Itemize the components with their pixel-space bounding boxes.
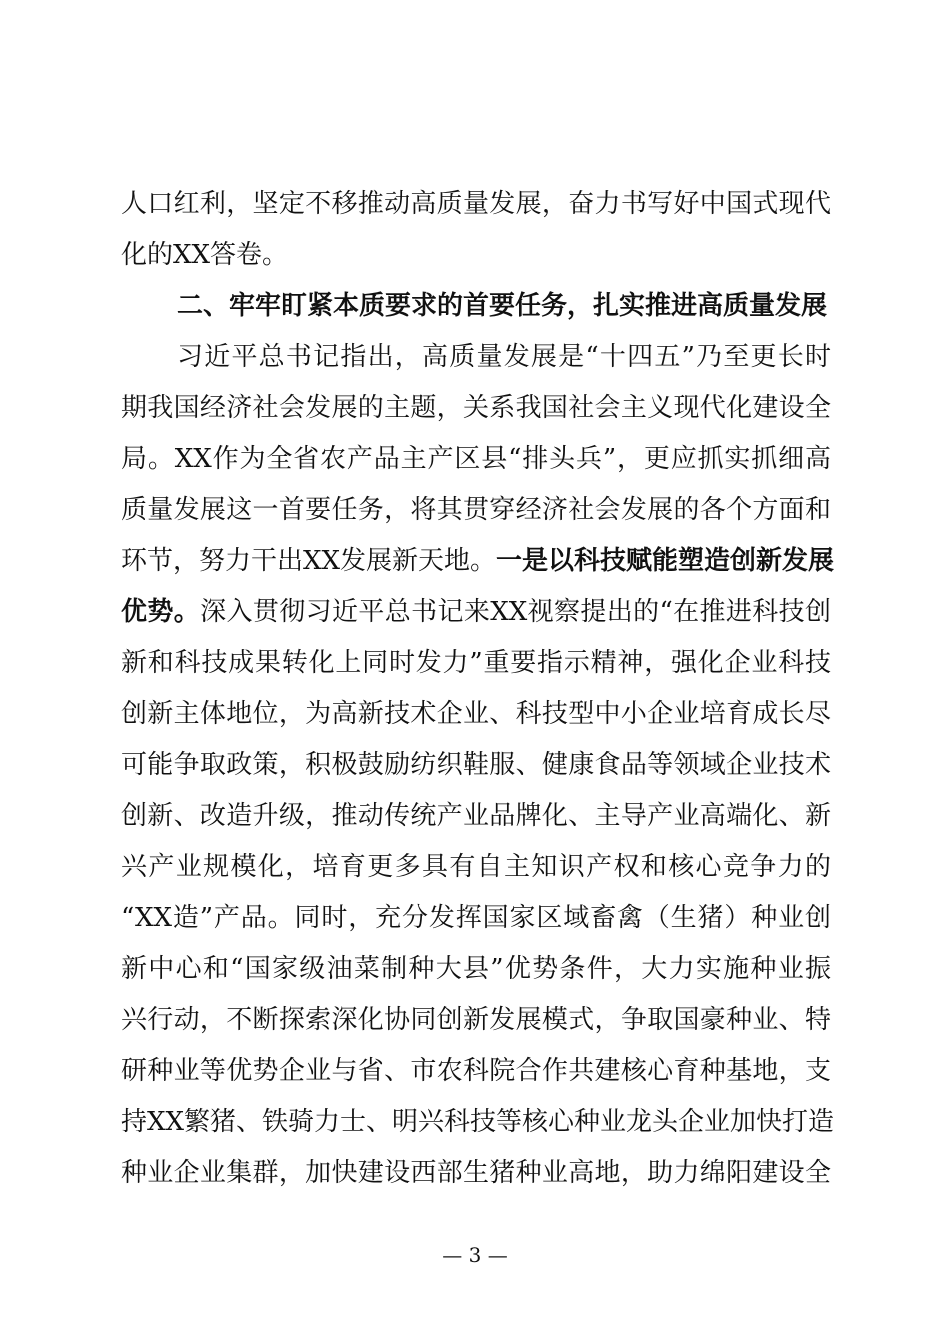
text-line: 化的XX答卷。 xyxy=(121,240,289,270)
text-line: 新和科技成果转化上同时发力”重要指示精神，强化企业科技 xyxy=(121,648,831,678)
text-line: 局。XX作为全省农产品主产区县“排头兵”，更应抓实抓细高 xyxy=(121,444,831,474)
text-line: 质量发展这一首要任务，将其贯穿经济社会发展的各个方面和 xyxy=(121,495,831,525)
text-line: 创新、改造升级，推动传统产业品牌化、主导产业高端化、新 xyxy=(121,801,831,831)
bold-subheading: 一是以科技赋能塑造创新发展 xyxy=(496,546,835,576)
text-line xyxy=(121,536,835,587)
section-heading: 二、牢牢盯紧本质要求的首要任务，扎实推进高质量发展 xyxy=(177,291,828,321)
page-number: — 3 — xyxy=(442,1243,508,1267)
text-line: 种业企业集群，加快建设西部生猪种业高地，助力绵阳建设全 xyxy=(121,1158,831,1188)
text-line: 可能争取政策，积极鼓励纺织鞋服、健康食品等领域企业技术 xyxy=(121,750,831,780)
text-line: 新中心和“国家级油菜制种大县”优势条件，大力实施种业振 xyxy=(121,954,831,984)
text-line: 期我国经济社会发展的主题，关系我国社会主义现代化建设全 xyxy=(121,393,831,423)
text-line: 兴产业规模化，培育更多具有自主知识产权和核心竞争力的 xyxy=(121,852,831,882)
text-line: “XX造”产品。同时，充分发挥国家区域畜禽（生猪）种业创 xyxy=(121,903,831,933)
text-line: 兴行动，不断探索深化协同创新发展模式，争取国豪种业、特 xyxy=(121,1005,831,1035)
document-body xyxy=(121,179,835,1199)
text-line: 习近平总书记指出，高质量发展是“十四五”乃至更长时 xyxy=(177,342,831,372)
text-line: 人口红利，坚定不移推动高质量发展，奋力书写好中国式现代 xyxy=(121,189,831,219)
bold-subheading: 优势。 xyxy=(121,597,201,627)
text-line xyxy=(121,587,831,638)
text-line: 研种业等优势企业与省、市农科院合作共建核心育种基地，支 xyxy=(121,1056,831,1086)
text-line: 持XX繁猪、铁骑力士、明兴科技等核心种业龙头企业加快打造 xyxy=(121,1107,835,1137)
text-segment: 环节，努力干出XX发展新天地。 xyxy=(121,546,497,576)
text-line: 创新主体地位，为高新技术企业、科技型中小企业培育成长尽 xyxy=(121,699,831,729)
text-segment: 深入贯彻习近平总书记来XX视察提出的“在推进科技创 xyxy=(200,597,831,627)
